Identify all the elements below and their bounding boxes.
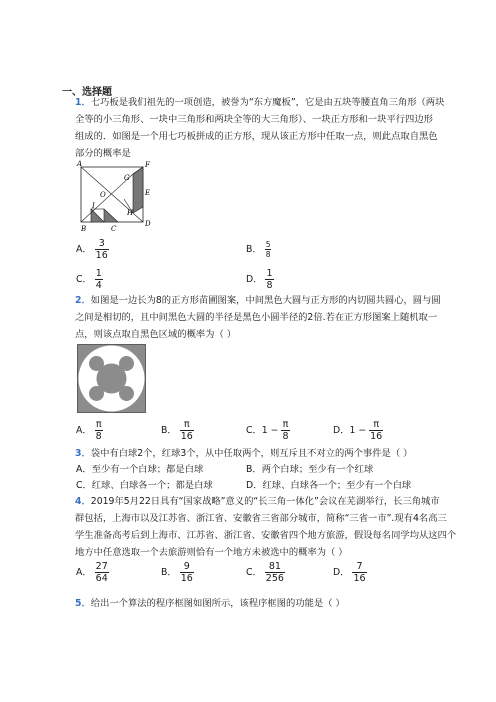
question-1-option-d[interactable]: D． $\frac{1}{8}$ bbox=[246, 268, 273, 291]
question-1-line-2: 全等的小三角形、一块中三角形和两块全等的大三角形）、一块正方形和一块平行四边形 bbox=[75, 114, 433, 125]
question-2-line-1: 2．如图是一边长为8的正方形苗圃图案，中间黑色大圆与正方形的内切圆共圆心，圆与圆 bbox=[75, 295, 441, 306]
label-a: A bbox=[77, 160, 83, 168]
question-4-option-b[interactable]: B． $\frac{9}{16}$ bbox=[161, 561, 193, 584]
question-4-line-1: 4．2019年5月22日具有“国家战略”意义的“长三角一体化”会议在芜湖举行，长三角城市 bbox=[75, 496, 440, 507]
question-2-line-2: 之间是相切的，且中间黑色大圆的半径是黑色小圆半径的2倍.若在正方形图案上随机取一 bbox=[75, 312, 438, 323]
label-e: E bbox=[145, 189, 151, 197]
section-title: 一、选择题 bbox=[62, 87, 112, 98]
garden-pattern-figure bbox=[77, 344, 146, 413]
question-1-option-b[interactable]: B． $\frac{5}{8}$ bbox=[246, 240, 271, 259]
question-4-option-a[interactable]: A． $\frac{27}{64}$ bbox=[76, 561, 108, 584]
question-4-option-d[interactable]: D． $\frac{7}{16}$ bbox=[333, 561, 366, 584]
label-i: I bbox=[92, 202, 95, 210]
label-f: F bbox=[145, 161, 150, 169]
question-5-text: 5．给出一个算法的程序框图如图所示，该程序框图的功能是（ ） bbox=[75, 598, 345, 609]
question-4-line-2: 群包括，上海市以及江苏省、浙江省、安徽省三省部分城市，简称“三省一市”.现有4名高三 bbox=[75, 513, 447, 524]
question-3-option-d[interactable]: D．红球、白球各一个；至少有一个白球 bbox=[246, 480, 412, 491]
question-2-option-d[interactable]: D．1 − $\frac{\pi}{16}$ bbox=[333, 419, 383, 442]
question-1-line-3: 组成的．如图是一个用七巧板拼成的正方形，现从该正方形中任取一点，则此点取自黑色 bbox=[75, 131, 438, 142]
question-2-number: 2． bbox=[75, 295, 91, 306]
question-1-line-4: 部分的概率是 bbox=[75, 148, 131, 159]
label-c: C bbox=[111, 225, 117, 233]
question-2-option-c[interactable]: C．1 − $\frac{\pi}{8}$ bbox=[246, 419, 289, 442]
question-3-number: 3． bbox=[75, 448, 91, 459]
question-1-option-c[interactable]: C． $\frac{1}{4}$ bbox=[76, 268, 102, 291]
label-d: D bbox=[145, 220, 151, 228]
question-4-option-c[interactable]: C． $\frac{81}{256}$ bbox=[246, 561, 284, 584]
question-1-line-1: 1．七巧板是我们祖先的一项创造，被誉为“东方魔板”，它是由五块等腰直角三角形（两块 bbox=[75, 97, 445, 108]
question-2-line-3: 点，则该点取自黑色区域的概率为（ ） bbox=[75, 329, 237, 340]
label-b: B bbox=[81, 225, 87, 233]
question-2-option-a[interactable]: A． $\frac{\pi}{8}$ bbox=[76, 419, 102, 442]
question-4-line-3: 学生准备高考后到上海市、江苏省、浙江省、安徽省四个地方旅游，假设每名同学均从这四个 bbox=[75, 530, 457, 541]
label-o: O bbox=[100, 191, 106, 199]
question-5-number: 5． bbox=[75, 598, 91, 609]
question-3-option-c[interactable]: C．红球、白球各一个；都是白球 bbox=[76, 480, 213, 491]
tangram-figure bbox=[75, 160, 160, 233]
question-4-number: 4． bbox=[75, 496, 91, 507]
question-1-number: 1． bbox=[75, 97, 91, 108]
label-h: H bbox=[127, 209, 134, 217]
question-3-option-b[interactable]: B．两个白球；至少有一个红球 bbox=[246, 464, 374, 475]
question-1-option-a[interactable]: A． $\frac{3}{16}$ bbox=[76, 238, 108, 261]
question-4-line-4: 地方中任意选取一个去旅游则恰有一个地方未被选中的概率为（ ） bbox=[75, 547, 348, 558]
question-3-text: 3．袋中有白球2个，红球3个，从中任取两个，则互斥且不对立的两个事件是（ ） bbox=[75, 448, 413, 459]
label-g: G bbox=[124, 174, 130, 182]
question-3-option-a[interactable]: A．至少有一个白球；都是白球 bbox=[76, 464, 204, 475]
question-2-option-b[interactable]: B． $\frac{\pi}{16}$ bbox=[161, 419, 193, 442]
